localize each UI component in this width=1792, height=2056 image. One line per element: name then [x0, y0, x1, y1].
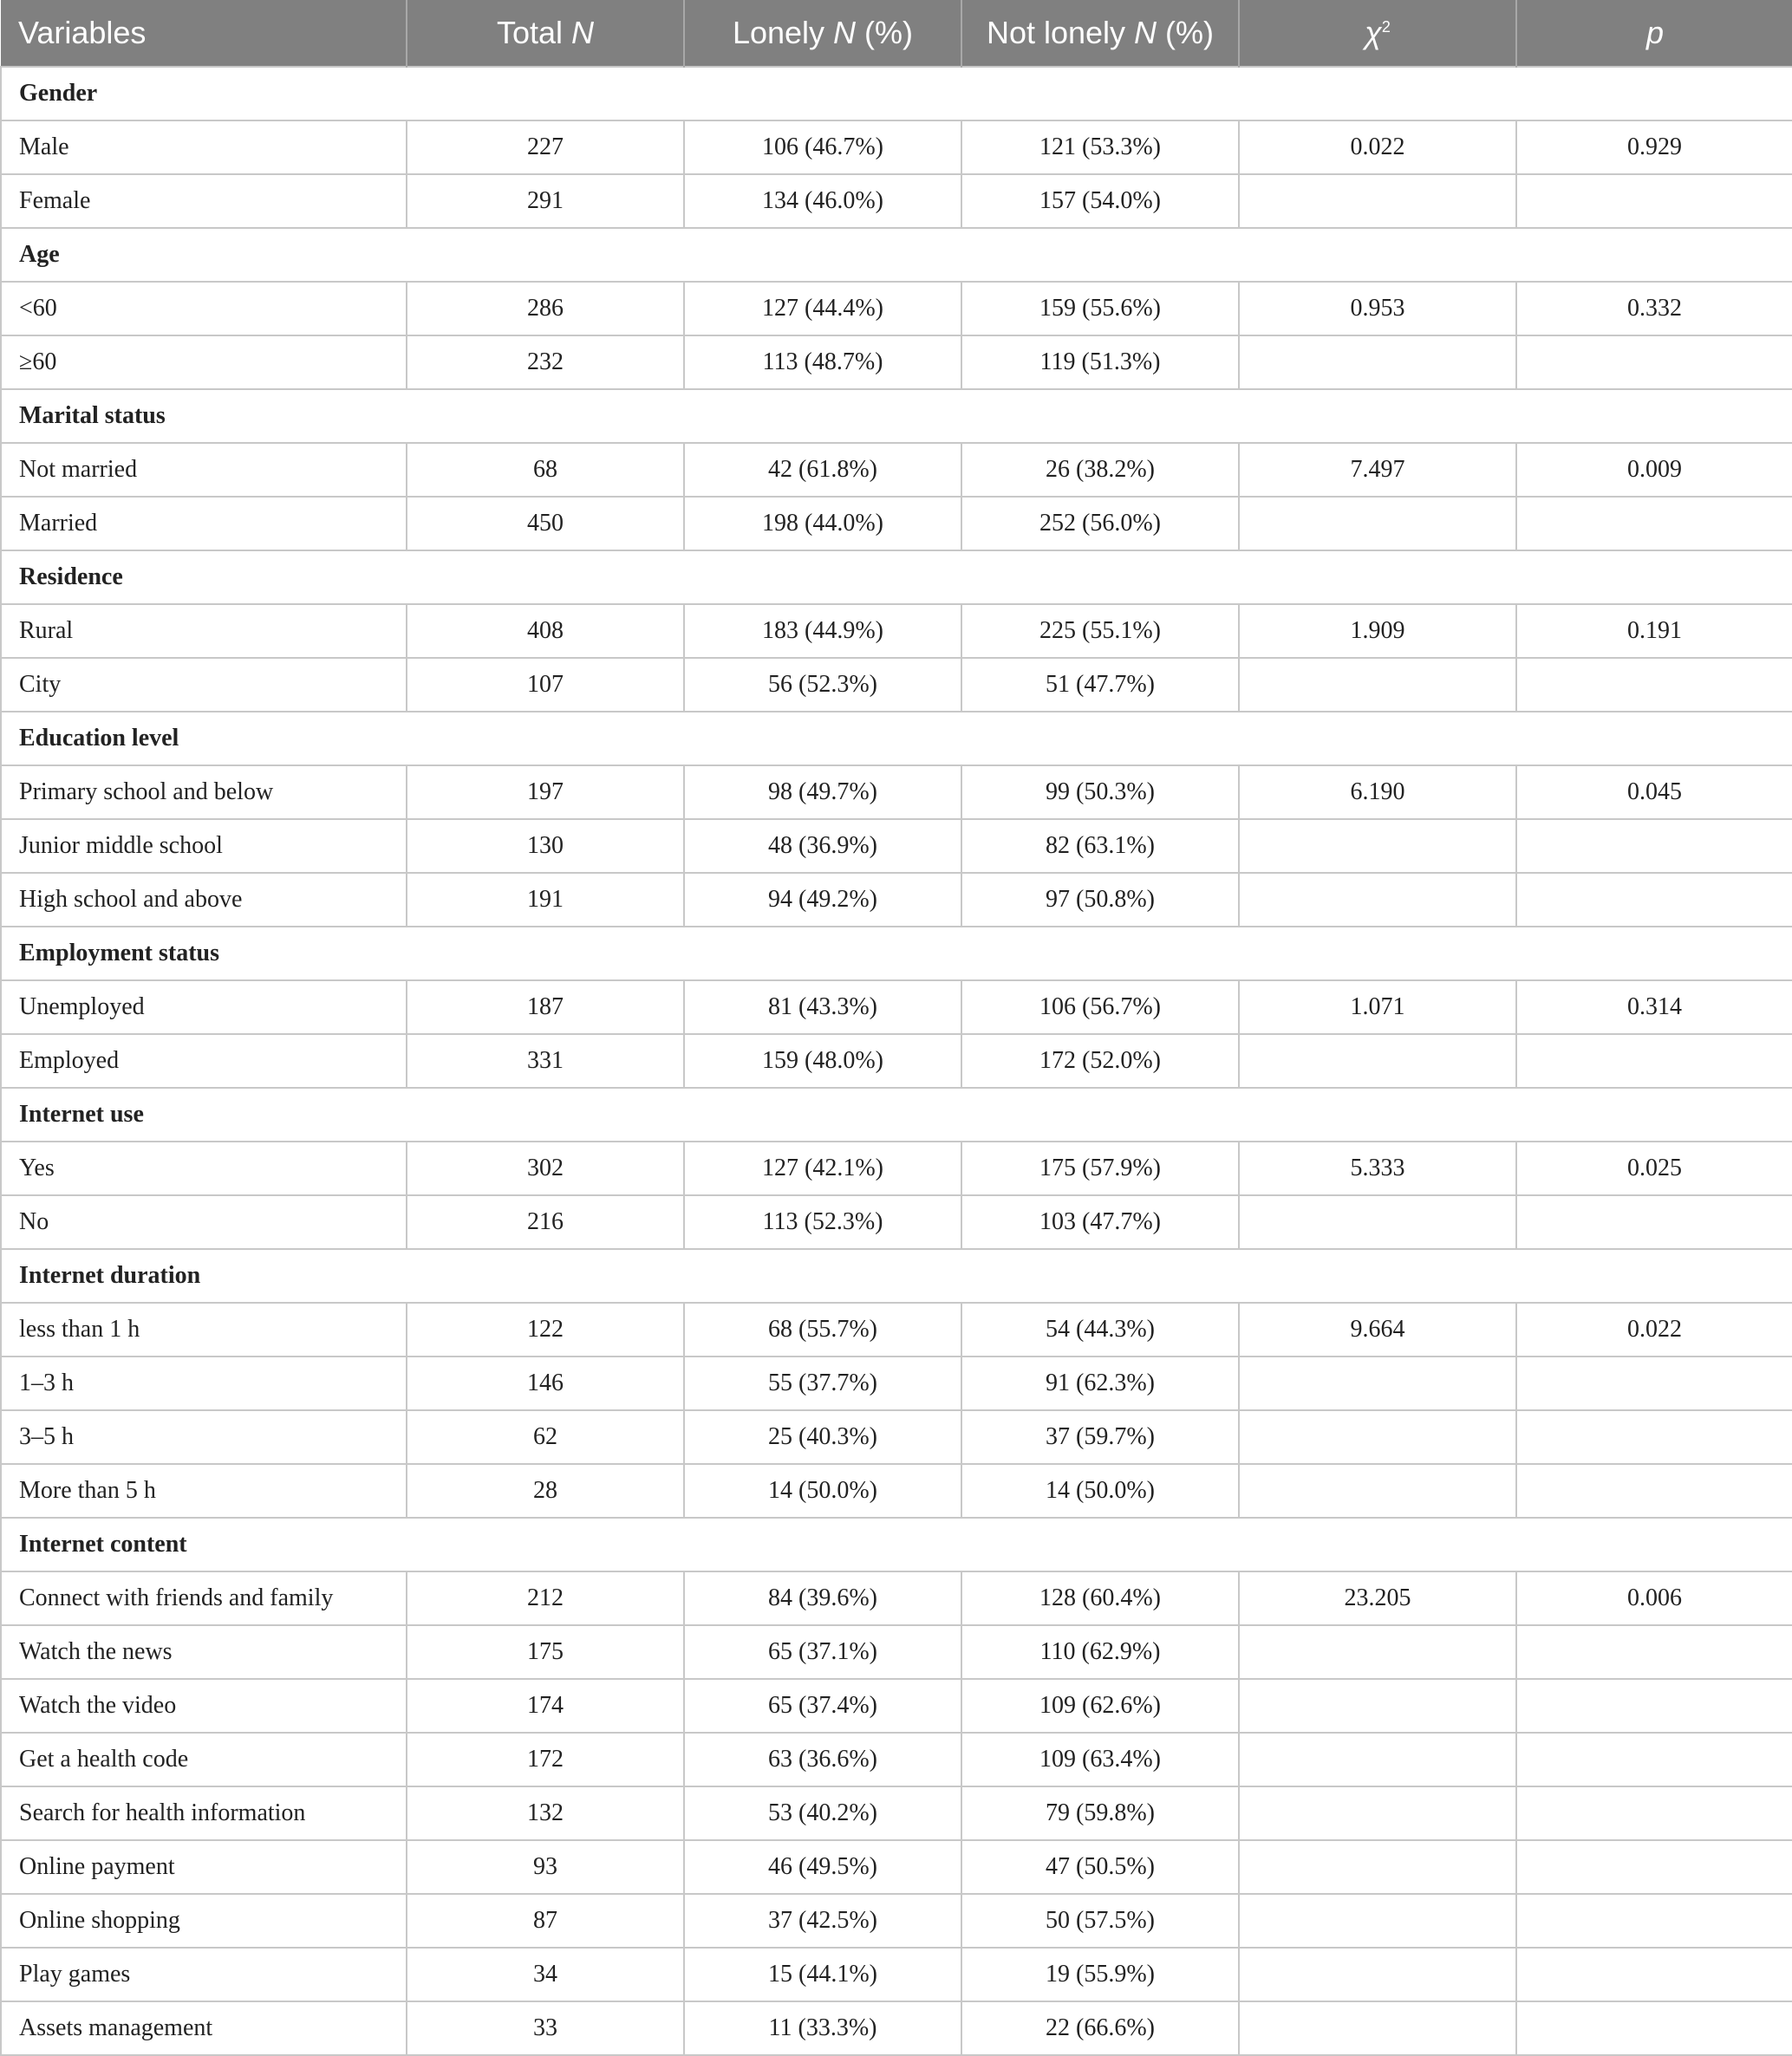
- group-header-row: [1, 389, 1792, 443]
- total-cell: 175: [407, 1625, 684, 1679]
- not-lonely-cell: 50 (57.5%): [961, 1894, 1239, 1948]
- not-lonely-cell: 103 (47.7%): [961, 1195, 1239, 1249]
- not-lonely-cell: 172 (52.0%): [961, 1034, 1239, 1088]
- table-body: [1, 67, 1792, 2055]
- lonely-cell: 14 (50.0%): [684, 1464, 961, 1518]
- total-cell: 450: [407, 497, 684, 550]
- not-lonely-cell: 26 (38.2%): [961, 443, 1239, 497]
- p-value-cell: [1516, 2001, 1792, 2055]
- table-row: [1, 1948, 1792, 2001]
- not-lonely-cell: 252 (56.0%): [961, 497, 1239, 550]
- table-row: [1, 604, 1792, 658]
- total-cell: 93: [407, 1840, 684, 1894]
- header-chi-sup: 2: [1381, 18, 1391, 36]
- not-lonely-cell: 110 (62.9%): [961, 1625, 1239, 1679]
- not-lonely-cell: 22 (66.6%): [961, 2001, 1239, 2055]
- not-lonely-cell: 106 (56.7%): [961, 980, 1239, 1034]
- p-value-cell: [1516, 1733, 1792, 1786]
- variable-cell: High school and above: [1, 873, 407, 927]
- table-row: [1, 1034, 1792, 1088]
- total-cell: 227: [407, 120, 684, 174]
- header-total: [407, 0, 684, 67]
- chi-square-cell: 6.190: [1239, 765, 1516, 819]
- chi-square-cell: [1239, 497, 1516, 550]
- lonely-cell: 48 (36.9%): [684, 819, 961, 873]
- not-lonely-cell: 99 (50.3%): [961, 765, 1239, 819]
- not-lonely-cell: 97 (50.8%): [961, 873, 1239, 927]
- p-value-cell: [1516, 1357, 1792, 1410]
- header-lonely: [684, 0, 961, 67]
- table-header: [1, 0, 1792, 67]
- chi-square-cell: [1239, 174, 1516, 228]
- table-row: [1, 765, 1792, 819]
- total-cell: 408: [407, 604, 684, 658]
- total-cell: 174: [407, 1679, 684, 1733]
- p-value-cell: [1516, 1786, 1792, 1840]
- variable-cell: 3–5 h: [1, 1410, 407, 1464]
- table-row: [1, 1786, 1792, 1840]
- p-value-cell: 0.045: [1516, 765, 1792, 819]
- total-cell: 302: [407, 1142, 684, 1195]
- chi-square-cell: 1.071: [1239, 980, 1516, 1034]
- total-cell: 216: [407, 1195, 684, 1249]
- p-value-cell: 0.022: [1516, 1303, 1792, 1357]
- chi-square-cell: [1239, 819, 1516, 873]
- lonely-cell: 11 (33.3%): [684, 2001, 961, 2055]
- total-cell: 286: [407, 282, 684, 335]
- table-row: [1, 335, 1792, 389]
- total-cell: 232: [407, 335, 684, 389]
- not-lonely-cell: 14 (50.0%): [961, 1464, 1239, 1518]
- header-not-lonely-n: N: [1134, 15, 1157, 50]
- total-cell: 87: [407, 1894, 684, 1948]
- lonely-cell: 55 (37.7%): [684, 1357, 961, 1410]
- chi-square-cell: [1239, 1034, 1516, 1088]
- p-value-cell: [1516, 658, 1792, 712]
- not-lonely-cell: 54 (44.3%): [961, 1303, 1239, 1357]
- chi-square-cell: [1239, 873, 1516, 927]
- p-value-cell: [1516, 1840, 1792, 1894]
- variable-cell: Yes: [1, 1142, 407, 1195]
- table-row: [1, 1625, 1792, 1679]
- table-row: [1, 1894, 1792, 1948]
- total-cell: 107: [407, 658, 684, 712]
- variable-cell: Watch the video: [1, 1679, 407, 1733]
- lonely-cell: 81 (43.3%): [684, 980, 961, 1034]
- table-row: [1, 1733, 1792, 1786]
- p-value-cell: [1516, 1464, 1792, 1518]
- chi-square-cell: [1239, 1679, 1516, 1733]
- group-name: Gender: [1, 67, 1792, 120]
- header-lonely-suffix: (%): [856, 15, 914, 50]
- table-row: [1, 120, 1792, 174]
- variable-cell: Junior middle school: [1, 819, 407, 873]
- variable-cell: Female: [1, 174, 407, 228]
- table-row: [1, 174, 1792, 228]
- chi-square-cell: [1239, 1894, 1516, 1948]
- variable-cell: Assets management: [1, 2001, 407, 2055]
- chi-square-cell: [1239, 1786, 1516, 1840]
- header-not-lonely: [961, 0, 1239, 67]
- group-header-row: [1, 1088, 1792, 1142]
- table-row: [1, 1142, 1792, 1195]
- p-value-cell: [1516, 873, 1792, 927]
- variable-cell: City: [1, 658, 407, 712]
- lonely-cell: 159 (48.0%): [684, 1034, 961, 1088]
- not-lonely-cell: 109 (63.4%): [961, 1733, 1239, 1786]
- table-row: [1, 282, 1792, 335]
- table-row: [1, 980, 1792, 1034]
- p-value-cell: 0.025: [1516, 1142, 1792, 1195]
- header-total-text: Total: [496, 15, 572, 50]
- group-name: Education level: [1, 712, 1792, 765]
- p-value-cell: [1516, 1679, 1792, 1733]
- p-value-cell: 0.314: [1516, 980, 1792, 1034]
- group-header-row: [1, 1249, 1792, 1303]
- group-name: Internet use: [1, 1088, 1792, 1142]
- variable-cell: Not married: [1, 443, 407, 497]
- group-name: Internet content: [1, 1518, 1792, 1571]
- total-cell: 197: [407, 765, 684, 819]
- p-value-cell: [1516, 497, 1792, 550]
- chi-square-cell: [1239, 1357, 1516, 1410]
- not-lonely-cell: 79 (59.8%): [961, 1786, 1239, 1840]
- chi-square-cell: [1239, 2001, 1516, 2055]
- chi-square-cell: 0.022: [1239, 120, 1516, 174]
- chi-square-cell: [1239, 1733, 1516, 1786]
- lonely-cell: 106 (46.7%): [684, 120, 961, 174]
- group-header-row: [1, 67, 1792, 120]
- total-cell: 291: [407, 174, 684, 228]
- table-row: [1, 443, 1792, 497]
- lonely-cell: 127 (42.1%): [684, 1142, 961, 1195]
- chi-square-cell: [1239, 335, 1516, 389]
- variable-cell: Employed: [1, 1034, 407, 1088]
- lonely-cell: 37 (42.5%): [684, 1894, 961, 1948]
- chi-square-cell: [1239, 1464, 1516, 1518]
- table-row: [1, 873, 1792, 927]
- variable-cell: Connect with friends and family: [1, 1571, 407, 1625]
- variable-cell: ≥60: [1, 335, 407, 389]
- variable-cell: More than 5 h: [1, 1464, 407, 1518]
- lonely-cell: 113 (48.7%): [684, 335, 961, 389]
- header-variables-text: Variables: [18, 15, 147, 50]
- not-lonely-cell: 121 (53.3%): [961, 120, 1239, 174]
- variable-cell: No: [1, 1195, 407, 1249]
- not-lonely-cell: 47 (50.5%): [961, 1840, 1239, 1894]
- chi-square-cell: 9.664: [1239, 1303, 1516, 1357]
- chi-square-cell: 1.909: [1239, 604, 1516, 658]
- lonely-cell: 68 (55.7%): [684, 1303, 961, 1357]
- total-cell: 212: [407, 1571, 684, 1625]
- header-p: [1516, 0, 1792, 67]
- p-value-cell: [1516, 1410, 1792, 1464]
- header-chi-symbol: χ: [1365, 15, 1382, 50]
- total-cell: 331: [407, 1034, 684, 1088]
- lonely-cell: 46 (49.5%): [684, 1840, 961, 1894]
- variable-cell: Rural: [1, 604, 407, 658]
- variable-cell: Search for health information: [1, 1786, 407, 1840]
- table-row: [1, 1357, 1792, 1410]
- lonely-cell: 65 (37.1%): [684, 1625, 961, 1679]
- variable-cell: <60: [1, 282, 407, 335]
- header-chi-square: [1239, 0, 1516, 67]
- table-row: [1, 819, 1792, 873]
- p-value-cell: [1516, 1948, 1792, 2001]
- variable-cell: Unemployed: [1, 980, 407, 1034]
- p-value-cell: [1516, 1034, 1792, 1088]
- group-name: Residence: [1, 550, 1792, 604]
- not-lonely-cell: 175 (57.9%): [961, 1142, 1239, 1195]
- p-value-cell: [1516, 335, 1792, 389]
- group-header-row: [1, 228, 1792, 282]
- chi-square-cell: [1239, 1948, 1516, 2001]
- table-row: [1, 1410, 1792, 1464]
- chi-square-cell: [1239, 658, 1516, 712]
- table-row: [1, 497, 1792, 550]
- lonely-cell: 94 (49.2%): [684, 873, 961, 927]
- p-value-cell: [1516, 819, 1792, 873]
- table-row: [1, 658, 1792, 712]
- table-row: [1, 1571, 1792, 1625]
- header-not-lonely-suffix: (%): [1157, 15, 1215, 50]
- total-cell: 62: [407, 1410, 684, 1464]
- chi-square-cell: [1239, 1410, 1516, 1464]
- total-cell: 28: [407, 1464, 684, 1518]
- not-lonely-cell: 157 (54.0%): [961, 174, 1239, 228]
- p-value-cell: 0.006: [1516, 1571, 1792, 1625]
- variable-cell: Online payment: [1, 1840, 407, 1894]
- lonely-cell: 98 (49.7%): [684, 765, 961, 819]
- lonely-cell: 65 (37.4%): [684, 1679, 961, 1733]
- variable-cell: Watch the news: [1, 1625, 407, 1679]
- chi-square-cell: 7.497: [1239, 443, 1516, 497]
- variable-cell: 1–3 h: [1, 1357, 407, 1410]
- group-header-row: [1, 712, 1792, 765]
- table-row: [1, 1195, 1792, 1249]
- p-value-cell: [1516, 174, 1792, 228]
- lonely-cell: 134 (46.0%): [684, 174, 961, 228]
- header-not-lonely-text: Not lonely: [986, 15, 1135, 50]
- table-row: [1, 1464, 1792, 1518]
- table-row: [1, 2001, 1792, 2055]
- header-lonely-n: N: [833, 15, 857, 50]
- lonely-cell: 15 (44.1%): [684, 1948, 961, 2001]
- group-header-row: [1, 550, 1792, 604]
- table-row: [1, 1679, 1792, 1733]
- p-value-cell: 0.009: [1516, 443, 1792, 497]
- total-cell: 172: [407, 1733, 684, 1786]
- header-total-n: N: [571, 15, 595, 50]
- total-cell: 187: [407, 980, 684, 1034]
- not-lonely-cell: 225 (55.1%): [961, 604, 1239, 658]
- group-name: Marital status: [1, 389, 1792, 443]
- header-p-text: p: [1645, 15, 1665, 50]
- variable-cell: less than 1 h: [1, 1303, 407, 1357]
- total-cell: 130: [407, 819, 684, 873]
- header-lonely-text: Lonely: [732, 15, 834, 50]
- header-row: [1, 0, 1792, 67]
- total-cell: 132: [407, 1786, 684, 1840]
- table-row: [1, 1303, 1792, 1357]
- p-value-cell: 0.929: [1516, 120, 1792, 174]
- lonely-cell: 183 (44.9%): [684, 604, 961, 658]
- chi-square-cell: 5.333: [1239, 1142, 1516, 1195]
- total-cell: 191: [407, 873, 684, 927]
- not-lonely-cell: 109 (62.6%): [961, 1679, 1239, 1733]
- group-name: Age: [1, 228, 1792, 282]
- p-value-cell: [1516, 1625, 1792, 1679]
- not-lonely-cell: 19 (55.9%): [961, 1948, 1239, 2001]
- table-row: [1, 1840, 1792, 1894]
- header-variables: [1, 0, 407, 67]
- group-header-row: [1, 1518, 1792, 1571]
- total-cell: 146: [407, 1357, 684, 1410]
- variable-cell: Primary school and below: [1, 765, 407, 819]
- group-name: Internet duration: [1, 1249, 1792, 1303]
- chi-square-cell: 0.953: [1239, 282, 1516, 335]
- total-cell: 122: [407, 1303, 684, 1357]
- chi-square-cell: [1239, 1195, 1516, 1249]
- chi-square-cell: [1239, 1625, 1516, 1679]
- group-header-row: [1, 927, 1792, 980]
- total-cell: 34: [407, 1948, 684, 2001]
- not-lonely-cell: 91 (62.3%): [961, 1357, 1239, 1410]
- total-cell: 68: [407, 443, 684, 497]
- lonely-cell: 113 (52.3%): [684, 1195, 961, 1249]
- not-lonely-cell: 159 (55.6%): [961, 282, 1239, 335]
- chi-square-cell: [1239, 1840, 1516, 1894]
- not-lonely-cell: 119 (51.3%): [961, 335, 1239, 389]
- group-name: Employment status: [1, 927, 1792, 980]
- lonely-cell: 127 (44.4%): [684, 282, 961, 335]
- total-cell: 33: [407, 2001, 684, 2055]
- lonely-cell: 53 (40.2%): [684, 1786, 961, 1840]
- lonely-cell: 198 (44.0%): [684, 497, 961, 550]
- lonely-cell: 63 (36.6%): [684, 1733, 961, 1786]
- lonely-cell: 25 (40.3%): [684, 1410, 961, 1464]
- p-value-cell: [1516, 1195, 1792, 1249]
- not-lonely-cell: 82 (63.1%): [961, 819, 1239, 873]
- not-lonely-cell: 128 (60.4%): [961, 1571, 1239, 1625]
- variable-cell: Online shopping: [1, 1894, 407, 1948]
- lonely-cell: 42 (61.8%): [684, 443, 961, 497]
- not-lonely-cell: 51 (47.7%): [961, 658, 1239, 712]
- variable-cell: Male: [1, 120, 407, 174]
- not-lonely-cell: 37 (59.7%): [961, 1410, 1239, 1464]
- p-value-cell: [1516, 1894, 1792, 1948]
- variable-cell: Get a health code: [1, 1733, 407, 1786]
- p-value-cell: 0.332: [1516, 282, 1792, 335]
- variable-cell: Married: [1, 497, 407, 550]
- lonely-cell: 56 (52.3%): [684, 658, 961, 712]
- chi-square-cell: 23.205: [1239, 1571, 1516, 1625]
- p-value-cell: 0.191: [1516, 604, 1792, 658]
- variable-cell: Play games: [1, 1948, 407, 2001]
- lonely-cell: 84 (39.6%): [684, 1571, 961, 1625]
